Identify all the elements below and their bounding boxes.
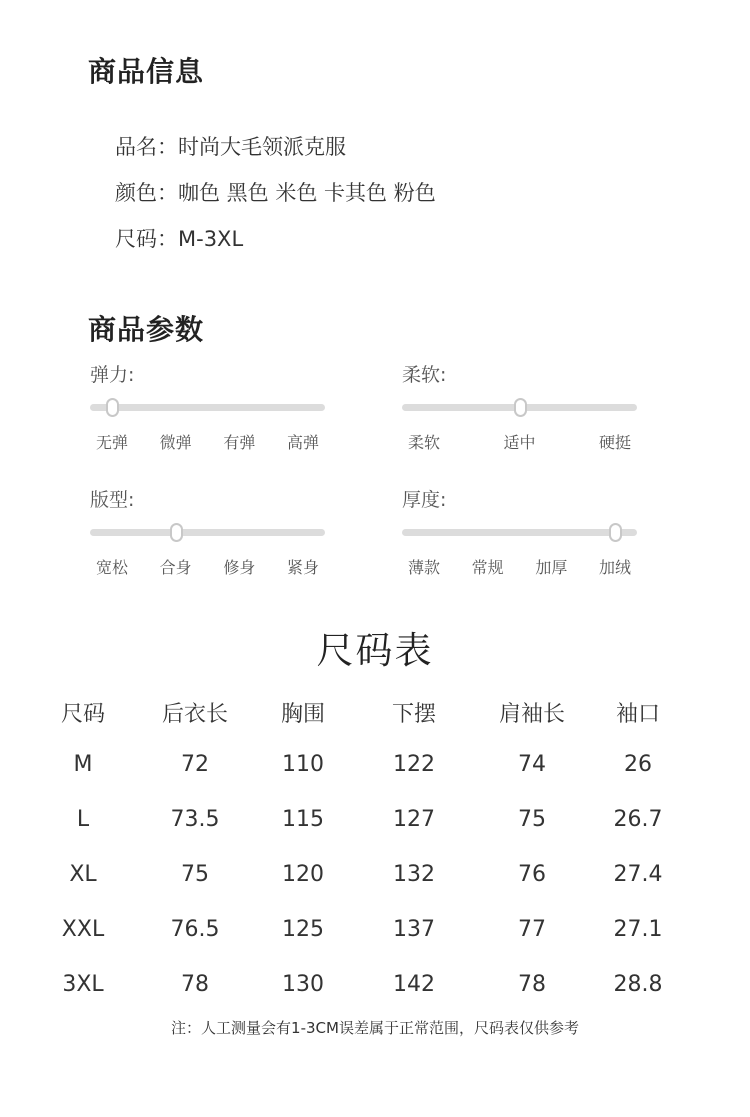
size-table-cell-0-5: 26 [624, 752, 652, 777]
size-chart-note: 注：人工测量会有1-3CM误差属于正常范围，尺码表仅供参考 [171, 1019, 579, 1037]
param-tick-0-0: 无弹 [95, 433, 129, 452]
product-params-title: 商品参数 [88, 313, 205, 346]
size-table-header-1: 后衣长 [161, 702, 229, 727]
size-table-cell-0-3: 122 [393, 752, 435, 777]
param-tick-3-0: 薄款 [407, 558, 441, 577]
size-table-cell-0-2: 110 [282, 752, 324, 777]
param-label-1: 柔软: [402, 364, 447, 386]
size-table-cell-3-5: 27.1 [613, 917, 663, 942]
size-table-cell-0-4: 74 [518, 752, 546, 777]
param-label-2: 版型: [90, 489, 135, 511]
param-slider-track-2 [90, 529, 325, 536]
size-table-cell-4-4: 78 [518, 972, 546, 997]
param-tick-3-1: 常规 [471, 558, 504, 577]
size-table-header-3: 下摆 [391, 702, 437, 727]
size-table-cell-2-2: 120 [282, 862, 324, 887]
size-table-cell-0-0: M [73, 752, 93, 777]
size-table-cell-3-1: 76.5 [170, 917, 220, 942]
param-tick-1-2: 硬挺 [598, 433, 632, 452]
product-info-title: 商品信息 [88, 55, 205, 88]
param-tick-3-3: 加绒 [598, 558, 632, 577]
param-slider-track-3 [402, 529, 637, 536]
size-table-cell-1-1: 73.5 [170, 807, 220, 832]
size-table-cell-3-0: XXL [61, 917, 105, 942]
param-tick-2-1: 合身 [159, 558, 192, 577]
param-tick-0-3: 高弹 [286, 433, 320, 452]
param-tick-0-2: 有弹 [223, 433, 256, 452]
size-table-header-2: 胸围 [280, 702, 326, 727]
size-table-cell-2-1: 75 [181, 862, 209, 887]
size-table-cell-1-3: 127 [393, 807, 435, 832]
size-table-cell-4-0: 3XL [62, 972, 104, 997]
size-chart-title: 尺码表 [316, 629, 434, 672]
param-tick-2-2: 修身 [223, 558, 256, 577]
size-table-cell-2-4: 76 [518, 862, 546, 887]
size-table-cell-4-3: 142 [393, 972, 435, 997]
param-tick-1-0: 柔软 [407, 433, 441, 452]
param-slider-knob-3 [609, 523, 622, 542]
size-table-cell-1-4: 75 [518, 807, 546, 832]
size-table-cell-1-0: L [76, 807, 90, 832]
size-table-header-0: 尺码 [60, 702, 106, 727]
param-slider-knob-0 [106, 398, 119, 417]
param-slider-knob-2 [170, 523, 183, 542]
size-table-cell-2-3: 132 [393, 862, 435, 887]
param-slider-track-0 [90, 404, 325, 411]
size-table-cell-2-5: 27.4 [613, 862, 663, 887]
param-tick-2-0: 宽松 [95, 558, 129, 577]
param-tick-2-3: 紧身 [286, 558, 320, 577]
param-label-0: 弹力: [90, 364, 135, 386]
product-size-line: 尺码：M-3XL [115, 227, 244, 251]
product-color-line: 颜色：咖色 黑色 米色 卡其色 粉色 [115, 181, 436, 205]
size-table-cell-3-2: 125 [282, 917, 324, 942]
size-table-header-4: 肩袖长 [498, 702, 566, 727]
size-table-cell-1-5: 26.7 [613, 807, 663, 832]
param-tick-1-1: 适中 [503, 433, 536, 452]
size-table-cell-2-0: XL [69, 862, 97, 887]
size-table-cell-4-5: 28.8 [613, 972, 663, 997]
param-label-3: 厚度: [402, 489, 447, 511]
size-table-cell-4-1: 78 [181, 972, 209, 997]
size-table-cell-3-4: 77 [518, 917, 546, 942]
size-table-cell-4-2: 130 [282, 972, 324, 997]
size-table-header-5: 袖口 [615, 702, 661, 727]
size-table-cell-3-3: 137 [393, 917, 435, 942]
param-tick-0-1: 微弹 [159, 433, 192, 452]
param-slider-knob-1 [514, 398, 527, 417]
size-table-cell-0-1: 72 [181, 752, 209, 777]
param-tick-3-2: 加厚 [535, 558, 568, 577]
size-table-cell-1-2: 115 [282, 807, 324, 832]
product-name-line: 品名：时尚大毛领派克服 [115, 135, 346, 159]
